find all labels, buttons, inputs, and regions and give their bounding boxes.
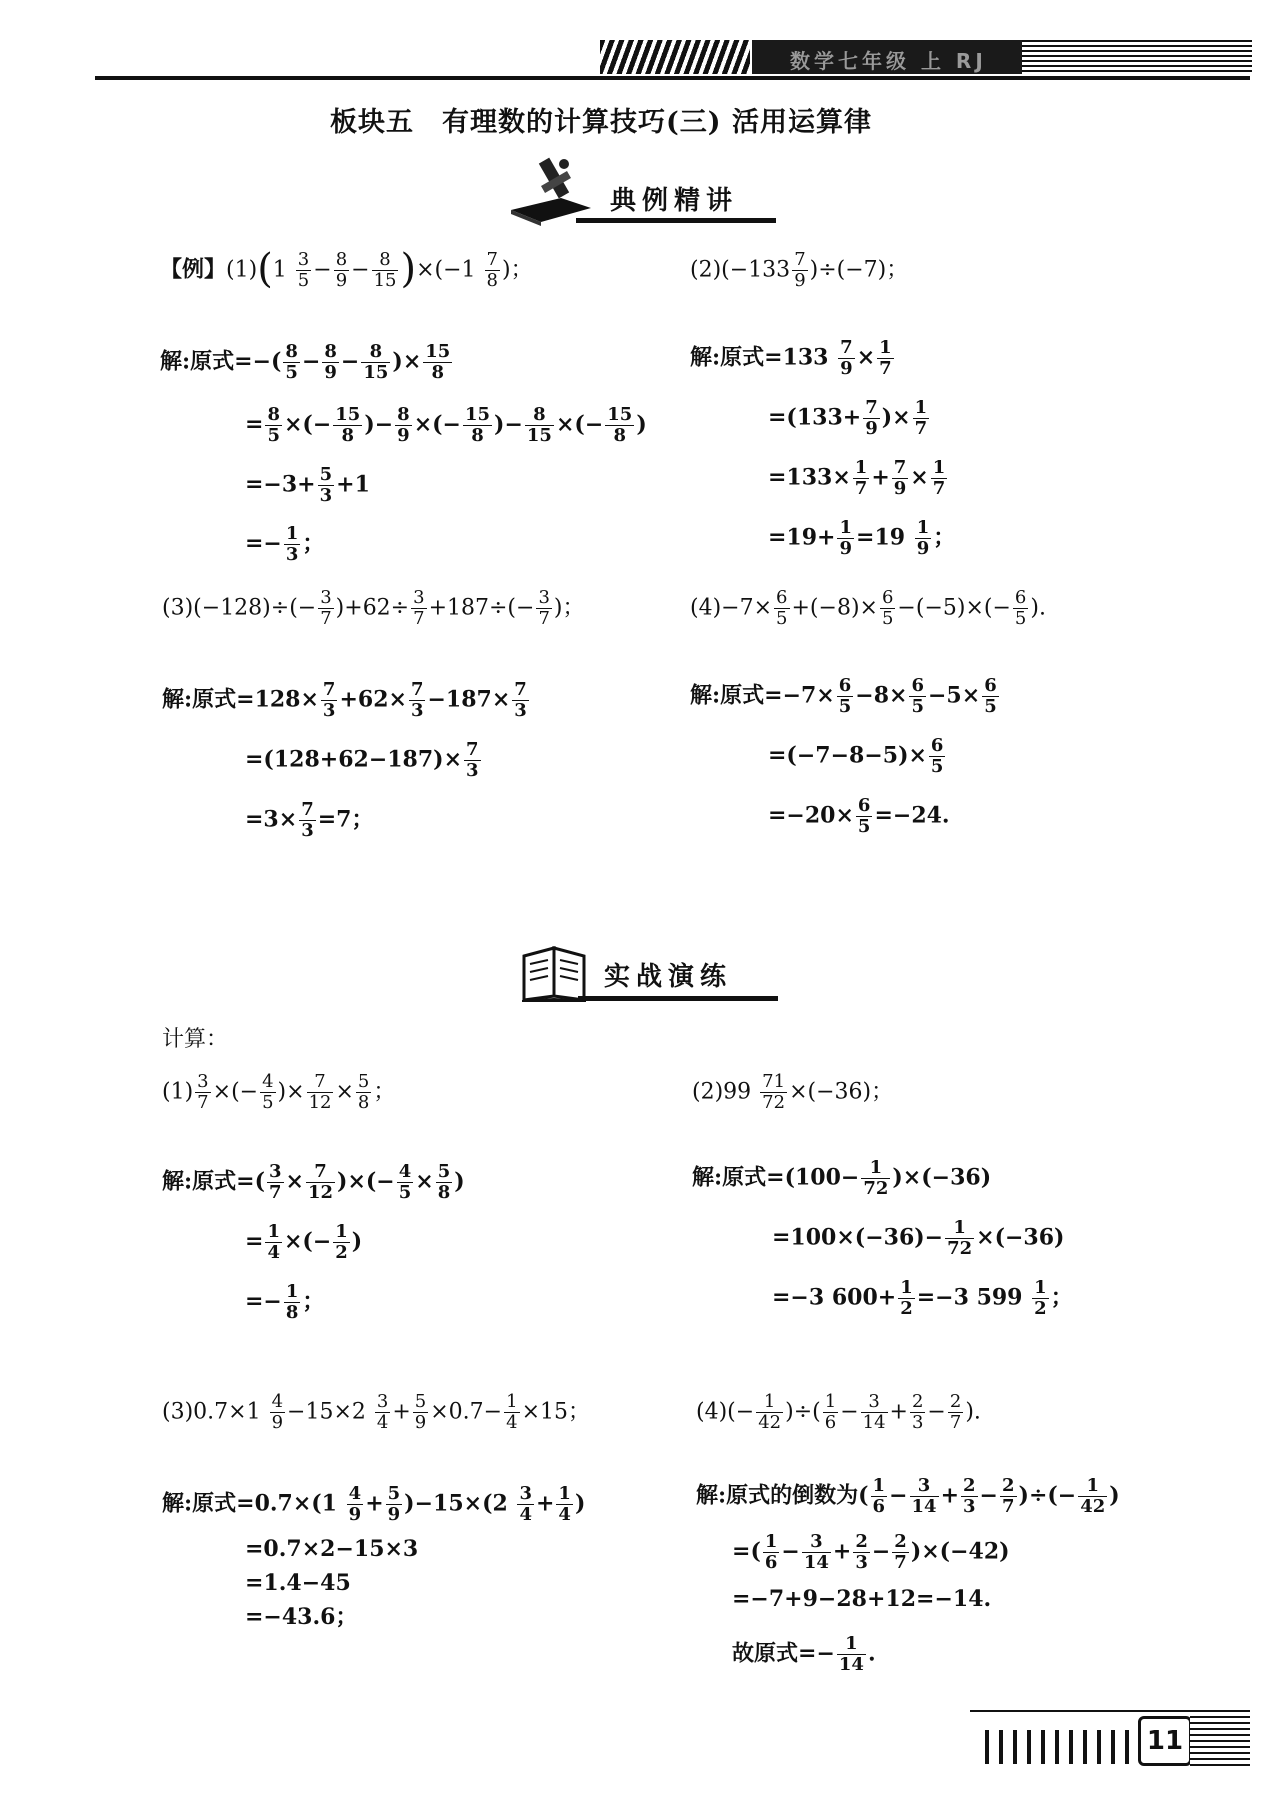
practice-1-step-3: =− $\frac{1}{8}$ ； [245, 1281, 325, 1324]
practice-2-step-2: =100×(−36)− $\frac{1}{72}$ ×(−36) [772, 1217, 1065, 1260]
practice-1-problem: (1) $\frac{3}{7}$ ×(− $\frac{4}{5}$ )× $\frac{7}{12}$ × $\frac{5}{8}$ ； [162, 1071, 396, 1114]
section-examples-title: 典例精讲 [610, 186, 739, 216]
section-examples-heading [506, 148, 776, 228]
practice-3-problem: (3)0.7×1 $\frac{4}{9}$ −15×2 $\frac{3}{4}$ + $\frac{5}{9}$ ×0.7− $\frac{1}{4}$ ×15； [162, 1391, 590, 1434]
example-2-step-1: 解:原式=133 $\frac{7}{9}$ × $\frac{1}{7}$ [690, 337, 892, 380]
example-2-step-3: =133× $\frac{1}{7}$ + $\frac{7}{9}$ × $\frac{1}{7}$ [768, 457, 946, 500]
footer-lines [1190, 1716, 1250, 1766]
example-1-problem: 【例】(1)(1 $\frac{3}{5}$ − $\frac{8}{9}$ − $\frac{8}{15}$ )×(−1 $\frac{7}{8}$ )； [160, 245, 533, 292]
practice-4-step-1: 解:原式的倒数为( $\frac{1}{6}$ − $\frac{3}{14}$ + $\frac{2}{3}$ − $\frac{2}{7}$ )÷(− $\frac{1}{42}$ ) [696, 1475, 1120, 1518]
example-4-step-3: =−20× $\frac{6}{5}$ =−24. [768, 795, 950, 838]
example-2-step-4: =19+ $\frac{1}{9}$ =19 $\frac{1}{9}$ ； [768, 517, 956, 560]
practice-2-step-1: 解:原式=(100− $\frac{1}{72}$ )×(−36) [692, 1157, 992, 1200]
practice-4-step-2: =( $\frac{1}{6}$ − $\frac{3}{14}$ + $\frac{2}{3}$ − $\frac{2}{7}$ )×(−42) [732, 1531, 1010, 1574]
example-2-problem: (2)(−133 $\frac{7}{9}$ )÷(−7)； [690, 249, 909, 292]
practice-1-step-2: = $\frac{1}{4}$ ×(− $\frac{1}{2}$ ) [245, 1221, 363, 1264]
example-1-step-1: 解:原式=−( $\frac{8}{5}$ − $\frac{8}{9}$ − $\frac{8}{15}$ )× $\frac{15}{8}$ [160, 341, 451, 384]
example-1-step-2: = $\frac{8}{5}$ ×(− $\frac{15}{8}$ )− $\frac{8}{9}$ ×(− $\frac{15}{8}$ )− $\frac{8}{15}$ ×(− $\frac{15}{8}$ ) [245, 404, 647, 447]
section-examples-underline [576, 218, 776, 223]
example-3-step-1: 解:原式=128× $\frac{7}{3}$ +62× $\frac{7}{3}$ −187× $\frac{7}{3}$ [162, 679, 527, 722]
practice-4-step-4: 故原式=− $\frac{1}{14}$ . [732, 1633, 876, 1676]
example-1-step-4: =− $\frac{1}{3}$ ； [245, 523, 325, 566]
practice-4-step-3: =−7+9−28+12=−14. [732, 1586, 992, 1612]
practice-3-step-1: 解:原式=0.7×(1 $\frac{4}{9}$ + $\frac{5}{9}$ )−15×(2 $\frac{3}{4}$ + $\frac{1}{4}$ ) [162, 1483, 586, 1526]
example-3-step-3: =3× $\frac{7}{3}$ =7； [245, 799, 374, 842]
page-number-box [1138, 1716, 1192, 1766]
practice-3-step-3: =1.4−45 [245, 1570, 351, 1596]
example-1-step-3: =−3+ $\frac{5}{3}$ +1 [245, 464, 370, 507]
book-icon [520, 940, 592, 1002]
example-4-problem: (4)−7× $\frac{6}{5}$ +(−8)× $\frac{6}{5}$ −(−5)×(− $\frac{6}{5}$ ). [690, 587, 1046, 630]
example-2-step-2: =(133+ $\frac{7}{9}$ )× $\frac{1}{7}$ [768, 397, 928, 440]
practice-label: 计算： [162, 1027, 229, 1052]
section-practice-underline [578, 996, 778, 1001]
practice-2-step-3: =−3 600+ $\frac{1}{2}$ =−3 599 $\frac{1}{2}$ ； [772, 1277, 1073, 1320]
header-lines [1022, 40, 1252, 74]
header-stripes [600, 40, 750, 74]
practice-3-step-2: =0.7×2−15×3 [245, 1536, 419, 1562]
example-3-step-2: =(128+62−187)× $\frac{7}{3}$ [245, 739, 479, 782]
section-practice-heading [520, 940, 780, 1010]
section-practice-title: 实战演练 [604, 962, 733, 992]
page-title: 板块五 有理数的计算技巧(三) 活用运算律 [330, 107, 872, 138]
header-label: 数学七年级 上 RJ [790, 49, 987, 73]
page-number: 11 [1146, 1726, 1184, 1756]
example-3-problem: (3)(−128)÷(− $\frac{3}{7}$ )+62÷ $\frac{3}{7}$ +187÷(− $\frac{3}{7}$ )； [162, 587, 585, 630]
telescope-icon [506, 148, 596, 228]
example-4-step-2: =(−7−8−5)× $\frac{6}{5}$ [768, 735, 944, 778]
practice-3-step-4: =−43.6； [245, 1604, 358, 1630]
practice-2-problem: (2)99 $\frac{71}{72}$ ×(−36)； [692, 1071, 894, 1114]
footer-bars [985, 1730, 1135, 1764]
footer-rule [970, 1710, 1250, 1712]
practice-4-problem: (4)(− $\frac{1}{42}$ )÷( $\frac{1}{6}$ − $\frac{3}{14}$ + $\frac{2}{3}$ − $\frac{2}{7}$ ). [696, 1391, 981, 1434]
example-4-step-1: 解:原式=−7× $\frac{6}{5}$ −8× $\frac{6}{5}$ −5× $\frac{6}{5}$ [690, 675, 997, 718]
header-rule [95, 76, 1250, 80]
practice-1-step-1: 解:原式=( $\frac{3}{7}$ × $\frac{7}{12}$ )×(− $\frac{4}{5}$ × $\frac{5}{8}$ ) [162, 1161, 465, 1204]
